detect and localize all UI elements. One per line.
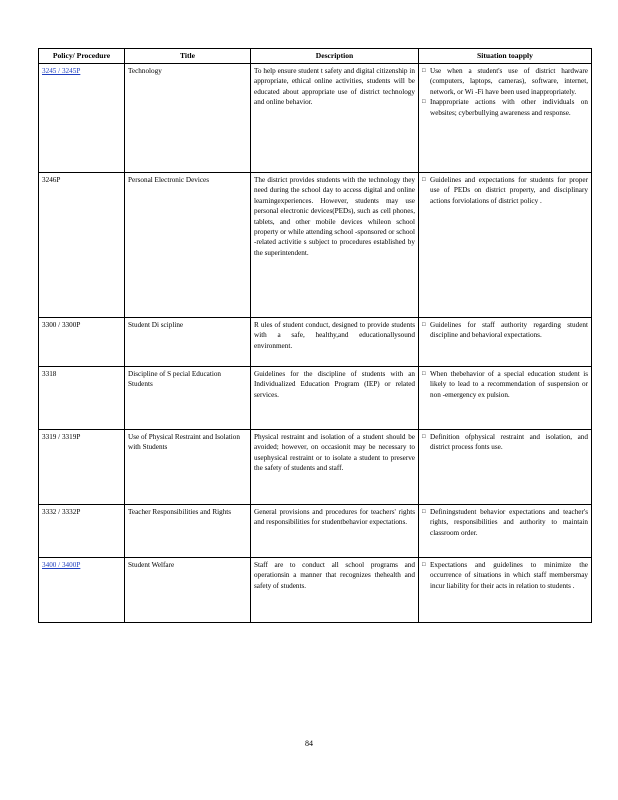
header-title: Title bbox=[125, 49, 251, 64]
situation-item bbox=[422, 432, 588, 453]
situation-text: Expectations and guidelines to minimize the occurrence of situations in which staff membersmay incur liability for their acts in relation to students . bbox=[430, 561, 588, 590]
situation-item bbox=[422, 97, 588, 118]
checkbox-bullet-icon: □ bbox=[422, 434, 426, 440]
policy-cell bbox=[39, 505, 125, 558]
policy-number: 3318 bbox=[42, 370, 57, 378]
situation-cell bbox=[419, 367, 592, 430]
table-row bbox=[39, 505, 592, 558]
situation-item bbox=[422, 320, 588, 341]
situation-text: Use when a student's use of district hardware (computers, laptops, cameras), software, internet, network, or Wi -Fi have been used inappropriately. bbox=[430, 67, 588, 96]
situation-text: Inappropriate actions with other individuals on websites; cyberbullying awareness and response. bbox=[430, 98, 588, 117]
title-cell: Student Welfare bbox=[125, 558, 251, 623]
situation-text: When thebehavior of a special education student is likely to lead to a recommendation of suspension or non -emergency ex pulsion. bbox=[430, 370, 588, 399]
policy-number: 3319 / 3319P bbox=[42, 433, 81, 441]
situation-item bbox=[422, 560, 588, 591]
header-description: Description bbox=[251, 49, 419, 64]
policy-cell bbox=[39, 430, 125, 505]
description-cell: General provisions and procedures for teachers' rights and responsibilities for studentbehavior expectations. bbox=[251, 505, 419, 558]
policy-cell bbox=[39, 558, 125, 623]
policy-link[interactable]: 3245 / 3245P bbox=[42, 67, 81, 75]
description-cell: To help ensure student t safety and digital citizenship in appropriate, ethical online activities, students will be educated about appropriate use of district technology and online behavior. bbox=[251, 64, 419, 173]
checkbox-bullet-icon: □ bbox=[422, 322, 426, 328]
situation-text: Guidelines and expectations for students for proper use of PEDs on district property, and disciplinary actions forviolations of district policy . bbox=[430, 176, 588, 205]
title-cell: Discipline of S pecial Education Students bbox=[125, 367, 251, 430]
policy-cell bbox=[39, 367, 125, 430]
policy-number: 3246P bbox=[42, 176, 61, 184]
situation-cell bbox=[419, 558, 592, 623]
situation-text: Definition ofphysical restraint and isolation, and district process fonts use. bbox=[430, 433, 588, 452]
table-row bbox=[39, 64, 592, 173]
description-cell: Guidelines for the discipline of students with an Individualized Education Program (IEP) or related services. bbox=[251, 367, 419, 430]
policy-cell bbox=[39, 64, 125, 173]
situation-cell bbox=[419, 318, 592, 367]
checkbox-bullet-icon: □ bbox=[422, 509, 426, 515]
title-cell: Technology bbox=[125, 64, 251, 173]
policy-table bbox=[38, 48, 592, 623]
situation-item bbox=[422, 369, 588, 400]
title-cell: Student Di scipline bbox=[125, 318, 251, 367]
policy-cell bbox=[39, 173, 125, 318]
table-row bbox=[39, 318, 592, 367]
title-cell: Use of Physical Restraint and Isolation with Students bbox=[125, 430, 251, 505]
situation-cell bbox=[419, 430, 592, 505]
header-situation: Situation toapply bbox=[419, 49, 592, 64]
checkbox-bullet-icon: □ bbox=[422, 371, 426, 377]
situation-text: Guidelines for staff authority regarding student discipline and behavioral expectations. bbox=[430, 321, 588, 340]
policy-number: 3332 / 3332P bbox=[42, 508, 81, 516]
situation-cell bbox=[419, 64, 592, 173]
table-row bbox=[39, 430, 592, 505]
title-cell: Teacher Responsibilities and Rights bbox=[125, 505, 251, 558]
description-cell: Staff are to conduct all school programs and operationsin a manner that recognizes thehealth and safety of students. bbox=[251, 558, 419, 623]
title-cell: Personal Electronic Devices bbox=[125, 173, 251, 318]
description-cell: R ules of student conduct, designed to provide students with a safe, healthy,and educationallysound environment. bbox=[251, 318, 419, 367]
checkbox-bullet-icon: □ bbox=[422, 99, 426, 106]
situation-item bbox=[422, 175, 588, 206]
header-policy: Policy/ Procedure bbox=[39, 49, 125, 64]
checkbox-bullet-icon: □ bbox=[422, 562, 426, 568]
page-number: 84 bbox=[305, 739, 313, 748]
header-row bbox=[39, 49, 592, 64]
situation-text: Definingstudent behavior expectations and teacher's rights, responsibilities and authority to maintain classroom order. bbox=[430, 508, 588, 537]
policy-cell bbox=[39, 318, 125, 367]
situation-cell bbox=[419, 505, 592, 558]
policy-link[interactable]: 3400 / 3400P bbox=[42, 561, 81, 569]
description-cell: The district provides students with the technology they need during the school day to access digital and online learningexperiences. However, students may use personal electronic devices(PEDs), such as cell phones, tablets, and other mobile devices whileon school property or while attending school -sponsored or school -related activitie s subject to procedures established by the superintendent. bbox=[251, 173, 419, 318]
table-row bbox=[39, 367, 592, 430]
checkbox-bullet-icon: □ bbox=[422, 68, 426, 74]
policy-number: 3300 / 3300P bbox=[42, 321, 81, 329]
checkbox-bullet-icon: □ bbox=[422, 177, 426, 183]
situation-item bbox=[422, 507, 588, 538]
situation-item bbox=[422, 66, 588, 97]
table-row bbox=[39, 558, 592, 623]
table-row bbox=[39, 173, 592, 318]
description-cell: Physical restraint and isolation of a student should be avoided; however, on occasionit may be necessary to usephysical restraint or to isolate a student to preserve the safety of students and staff. bbox=[251, 430, 419, 505]
situation-cell bbox=[419, 173, 592, 318]
